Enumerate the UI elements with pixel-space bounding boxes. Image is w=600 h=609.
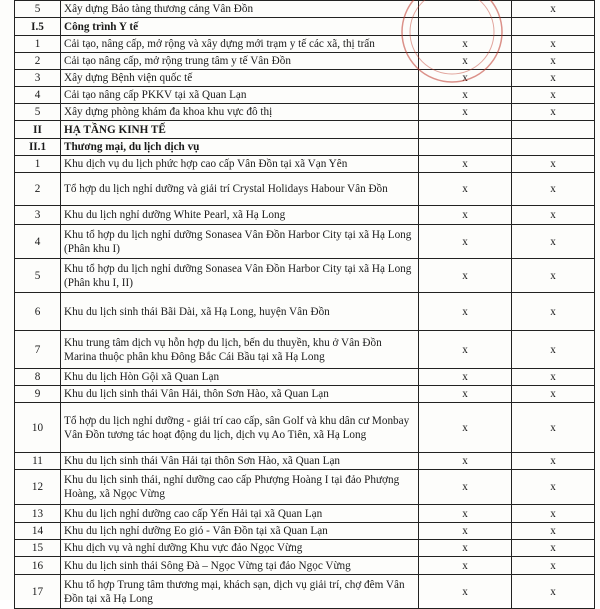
phase-a-mark-cell: x [419,331,512,369]
phase-b-mark-cell: x [512,505,595,523]
phase-b-mark-cell [512,139,595,156]
table-row [15,557,595,575]
phase-b-mark-cell [512,121,595,139]
project-name-cell: Khu dịch vụ và nghỉ dưỡng Khu vực đảo Ngọc Vừng [61,540,419,557]
project-name-cell: Xây dựng phòng khám đa khoa khu vực đô thị [61,104,419,121]
project-name-cell: Cải tạo nâng cấp, mở rộng trung tâm y tế Vân Đồn [61,53,419,70]
table-row [15,87,595,104]
project-name-cell: Khu tổ hợp Trung tâm thương mại, khách sạn, dịch vụ giải trí, chợ đêm Vân Đồn tại xã Hạ Long [61,575,419,609]
row-number-cell: I.5 [15,18,61,36]
phase-a-mark-cell: x [419,575,512,609]
phase-b-mark-cell: x [512,540,595,557]
project-name-cell: Tổ hợp du lịch nghỉ dưỡng - giải trí cao cấp, sân Golf và khu dân cư Monbay Vân Đồn tương tác hoạt động du lịch, dịch vụ Ao Tiên, xã Hạ Long [61,403,419,453]
project-name-cell: Khu du lịch nghỉ dưỡng White Pearl, xã Hạ Long [61,206,419,225]
phase-a-mark-cell: x [419,87,512,104]
table-row [15,331,595,369]
phase-b-mark-cell: x [512,293,595,331]
phase-b-mark-cell: x [512,53,595,70]
project-name-cell: Khu du lịch Hòn Gội xã Quan Lạn [61,369,419,386]
phase-a-mark-cell: x [419,225,512,259]
phase-b-mark-cell: x [512,470,595,505]
project-name-cell: Khu tổ hợp du lịch nghỉ dưỡng Sonasea Vân Đồn Harbor City tại xã Hạ Long (Phân khu I) [61,225,419,259]
phase-b-mark-cell: x [512,386,595,403]
phase-a-mark-cell: x [419,173,512,206]
phase-a-mark-cell: x [419,369,512,386]
phase-a-mark-cell [419,139,512,156]
phase-a-mark-cell [419,121,512,139]
row-number-cell: 4 [15,225,61,259]
row-number-cell: 8 [15,369,61,386]
project-name-cell: Khu tổ hợp du lịch nghỉ dưỡng Sonasea Vân Đồn Harbor City tại xã Hạ Long (Phân khu I, II) [61,259,419,293]
phase-b-mark-cell: x [512,453,595,470]
table-row [15,173,595,206]
table-row [15,575,595,609]
project-name-cell: Công trình Y tế [61,18,419,36]
table-row [15,293,595,331]
row-number-cell: 15 [15,540,61,557]
phase-a-mark-cell: x [419,386,512,403]
project-name-cell: Cải tạo nâng cấp PKKV tại xã Quan Lạn [61,87,419,104]
phase-a-mark-cell: x [419,540,512,557]
row-number-cell: 5 [15,104,61,121]
row-number-cell: 2 [15,173,61,206]
table-row [15,453,595,470]
project-name-cell: Khu dịch vụ du lịch phức hợp cao cấp Vân Đồn tại xã Vạn Yên [61,156,419,173]
row-number-cell: 1 [15,36,61,53]
section-header-row [15,139,595,156]
row-number-cell: 11 [15,453,61,470]
phase-a-mark-cell: x [419,505,512,523]
table-row [15,369,595,386]
project-name-cell: HẠ TẦNG KINH TẾ [61,121,419,139]
section-header-row [15,121,595,139]
phase-b-mark-cell: x [512,225,595,259]
phase-b-mark-cell: x [512,70,595,87]
row-number-cell: 7 [15,331,61,369]
phase-b-mark-cell: x [512,206,595,225]
project-name-cell: Khu du lịch sinh thái Vân Hải tại thôn Sơn Hào, xã Quan Lạn [61,453,419,470]
row-number-cell: 5 [15,259,61,293]
row-number-cell: 13 [15,505,61,523]
project-name-cell: Khu du lịch nghỉ dưỡng Eo gió - Vân Đồn tại xã Quan Lạn [61,523,419,540]
phase-a-mark-cell: x [419,70,512,87]
table-row [15,53,595,70]
phase-a-mark-cell: x [419,156,512,173]
row-number-cell: II.1 [15,139,61,156]
phase-b-mark-cell: x [512,156,595,173]
phase-b-mark-cell: x [512,403,595,453]
phase-a-mark-cell: x [419,206,512,225]
table-row [15,156,595,173]
row-number-cell: 1 [15,156,61,173]
table-row [15,1,595,18]
phase-a-mark-cell: x [419,523,512,540]
table-row [15,104,595,121]
row-number-cell: 9 [15,386,61,403]
project-name-cell: Khu du lịch sinh thái Vân Hải, thôn Sơn Hào, xã Quan Lạn [61,386,419,403]
phase-b-mark-cell: x [512,557,595,575]
phase-b-mark-cell [512,18,595,36]
table-row [15,505,595,523]
phase-b-mark-cell: x [512,87,595,104]
phase-b-mark-cell: x [512,173,595,206]
row-number-cell: 5 [15,1,61,18]
project-name-cell: Khu du lịch sinh thái, nghỉ dưỡng cao cấp Phượng Hoàng I tại đảo Phượng Hoàng, xã Ngọc Vừng [61,470,419,505]
row-number-cell: 14 [15,523,61,540]
phase-a-mark-cell: x [419,403,512,453]
phase-a-mark-cell: x [419,104,512,121]
row-number-cell: 6 [15,293,61,331]
phase-a-mark-cell: x [419,259,512,293]
row-number-cell: 12 [15,470,61,505]
phase-b-mark-cell: x [512,1,595,18]
row-number-cell: 3 [15,206,61,225]
phase-a-mark-cell: x [419,293,512,331]
phase-a-mark-cell: x [419,557,512,575]
table-row [15,259,595,293]
table-row [15,225,595,259]
table-row [15,70,595,87]
section-header-row [15,18,595,36]
row-number-cell: 16 [15,557,61,575]
project-name-cell: Khu du lịch sinh thái Sông Đà – Ngọc Vừng tại đảo Ngọc Vừng [61,557,419,575]
table-row [15,386,595,403]
project-name-cell: Khu du lịch sinh thái Bãi Dài, xã Hạ Long, huyện Vân Đồn [61,293,419,331]
project-name-cell: Xây dựng Bảo tàng thương cảng Vân Đồn [61,1,419,18]
phase-b-mark-cell: x [512,523,595,540]
phase-a-mark-cell: x [419,36,512,53]
table-row [15,36,595,53]
phase-a-mark-cell [419,1,512,18]
phase-b-mark-cell: x [512,331,595,369]
phase-b-mark-cell: x [512,259,595,293]
project-table [14,0,595,609]
phase-a-mark-cell: x [419,53,512,70]
row-number-cell: 17 [15,575,61,609]
row-number-cell: 3 [15,70,61,87]
phase-b-mark-cell: x [512,36,595,53]
row-number-cell: II [15,121,61,139]
row-number-cell: 4 [15,87,61,104]
phase-b-mark-cell: x [512,369,595,386]
table-row [15,403,595,453]
project-name-cell: Tổ hợp du lịch nghỉ dưỡng và giải trí Crystal Holidays Habour Vân Đồn [61,173,419,206]
phase-a-mark-cell [419,18,512,36]
row-number-cell: 10 [15,403,61,453]
table-row [15,523,595,540]
project-name-cell: Thương mại, du lịch dịch vụ [61,139,419,156]
phase-b-mark-cell: x [512,104,595,121]
project-name-cell: Khu du lịch nghỉ dưỡng cao cấp Yến Hải tại xã Quan Lạn [61,505,419,523]
project-name-cell: Cải tạo, nâng cấp, mở rộng và xây dựng mới trạm y tế các xã, thị trấn [61,36,419,53]
project-name-cell: Khu trung tâm dịch vụ hỗn hợp du lịch, bến du thuyền, khu ở Vân Đồn Marina thuộc phân khu Đông Bắc Cái Bầu tại xã Hạ Long [61,331,419,369]
table-row [15,470,595,505]
project-name-cell: Xây dựng Bệnh viện quốc tế [61,70,419,87]
table-row [15,540,595,557]
phase-a-mark-cell: x [419,453,512,470]
row-number-cell: 2 [15,53,61,70]
phase-a-mark-cell: x [419,470,512,505]
phase-b-mark-cell: x [512,575,595,609]
table-row [15,206,595,225]
table-body [15,1,595,609]
